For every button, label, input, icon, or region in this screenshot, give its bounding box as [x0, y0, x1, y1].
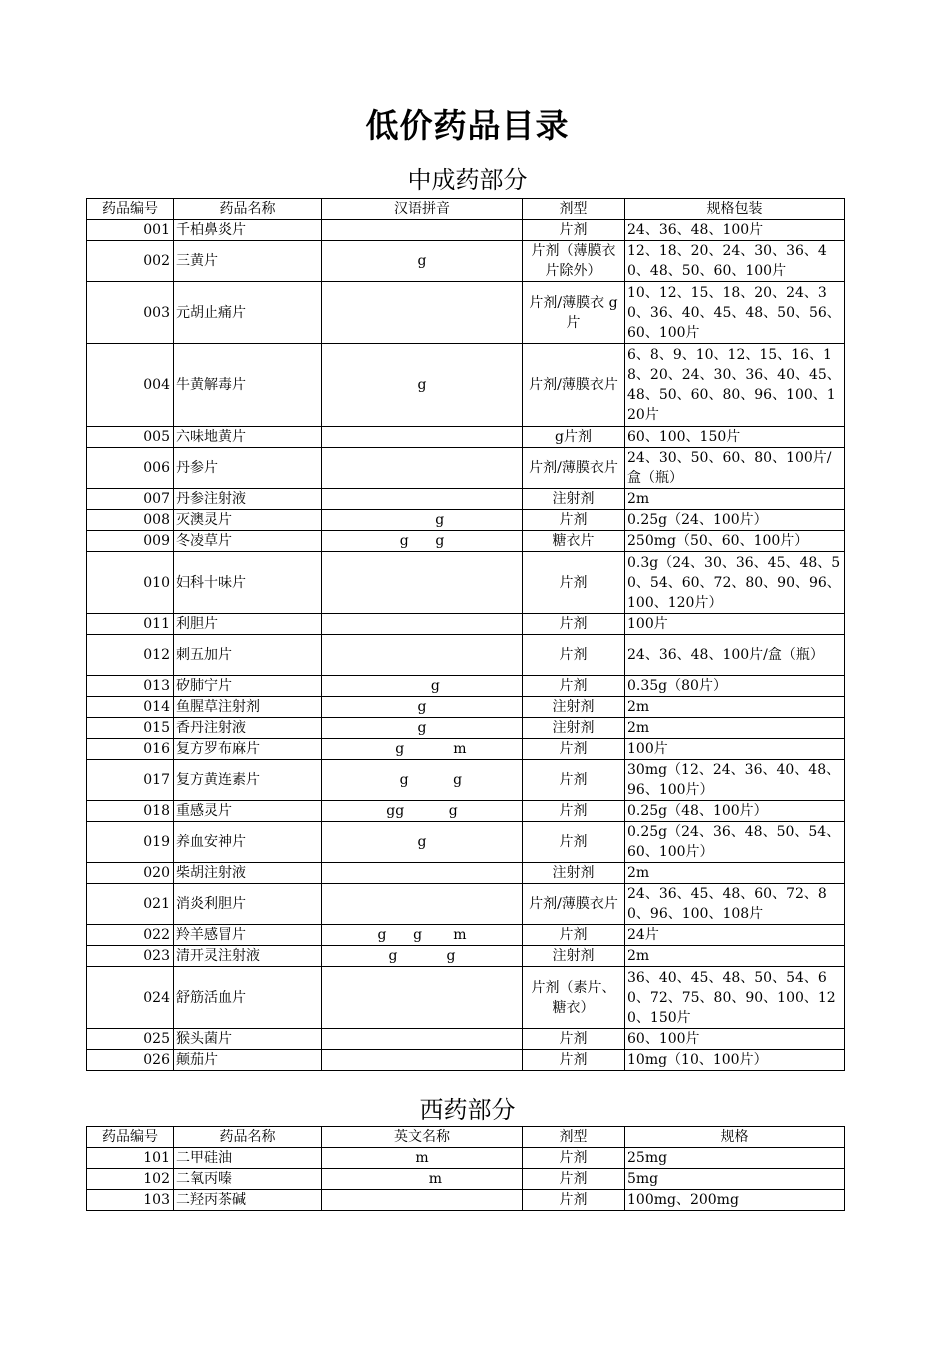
- drug-name-cell: 利胆片: [174, 614, 322, 635]
- drug-name-cell: 清开灵注射液: [174, 946, 322, 967]
- pinyin-cell: g g m: [322, 925, 523, 946]
- drug-id-cell: 017: [87, 760, 174, 801]
- drug-id-cell: 015: [87, 718, 174, 739]
- pinyin-cell: [322, 1190, 523, 1211]
- dosage-form-cell: 片剂（薄膜衣片除外）: [523, 241, 625, 282]
- drug-id-cell: 018: [87, 801, 174, 822]
- specification-cell: 24、36、48、100片: [625, 220, 845, 241]
- pinyin-cell: g: [322, 344, 523, 427]
- dosage-form-cell: 片剂/薄膜衣片: [523, 448, 625, 489]
- drug-id-cell: 002: [87, 241, 174, 282]
- pinyin-cell: g m: [322, 739, 523, 760]
- header-english-name: 英文名称: [322, 1127, 523, 1148]
- table-row: [87, 1169, 845, 1190]
- drug-name-cell: 冬凌草片: [174, 531, 322, 552]
- dosage-form-cell: 注射剂: [523, 718, 625, 739]
- dosage-form-cell: 注射剂: [523, 489, 625, 510]
- pinyin-cell: g: [322, 510, 523, 531]
- specification-cell: 100mg、200mg: [625, 1190, 845, 1211]
- pinyin-cell: g g: [322, 760, 523, 801]
- specification-cell: 24、36、45、48、60、72、80、96、100、108片: [625, 884, 845, 925]
- drug-name-cell: 二甲硅油: [174, 1148, 322, 1169]
- dosage-form-cell: 片剂（素片、糖衣）: [523, 967, 625, 1029]
- specification-cell: 60、100、150片: [625, 427, 845, 448]
- specification-cell: 36、40、45、48、50、54、60、72、75、80、90、100、120、150片: [625, 967, 845, 1029]
- dosage-form-cell: 片剂: [523, 822, 625, 863]
- drug-name-cell: 重感灵片: [174, 801, 322, 822]
- table-row: [87, 801, 845, 822]
- specification-cell: 25mg: [625, 1148, 845, 1169]
- drug-id-cell: 001: [87, 220, 174, 241]
- header-pinyin: 汉语拼音: [322, 199, 523, 220]
- drug-name-cell: 丹参注射液: [174, 489, 322, 510]
- header-specification: 规格: [625, 1127, 845, 1148]
- table-row: [87, 884, 845, 925]
- specification-cell: 100片: [625, 739, 845, 760]
- drug-id-cell: 019: [87, 822, 174, 863]
- table-row: [87, 427, 845, 448]
- drug-name-cell: 舒筋活血片: [174, 967, 322, 1029]
- table-row: [87, 967, 845, 1029]
- drug-id-cell: 026: [87, 1050, 174, 1071]
- dosage-form-cell: 注射剂: [523, 946, 625, 967]
- table-row: [87, 1050, 845, 1071]
- specification-cell: 30mg（12、24、36、40、48、96、100片）: [625, 760, 845, 801]
- pinyin-cell: [322, 967, 523, 1029]
- drug-id-cell: 013: [87, 676, 174, 697]
- table-row: [87, 697, 845, 718]
- table-row: [87, 344, 845, 427]
- specification-cell: 10mg（10、100片）: [625, 1050, 845, 1071]
- dosage-form-cell: 片剂: [523, 510, 625, 531]
- drug-name-cell: 矽肺宁片: [174, 676, 322, 697]
- specification-cell: 2m: [625, 946, 845, 967]
- page-title: 低价药品目录: [365, 106, 570, 145]
- table-row: [87, 822, 845, 863]
- specification-cell: 2m: [625, 718, 845, 739]
- dosage-form-cell: 片剂: [523, 220, 625, 241]
- header-drug-id: 药品编号: [87, 1127, 174, 1148]
- dosage-form-cell: 注射剂: [523, 863, 625, 884]
- dosage-form-cell: 片剂: [523, 1050, 625, 1071]
- western-section-heading: 西药部分: [419, 1096, 516, 1124]
- drug-id-cell: 021: [87, 884, 174, 925]
- drug-id-cell: 016: [87, 739, 174, 760]
- specification-cell: 6、8、9、10、12、15、16、18、20、24、30、36、40、45、48、50、60、80、96、100、120片: [625, 344, 845, 427]
- drug-id-cell: 020: [87, 863, 174, 884]
- table-row: [87, 1190, 845, 1211]
- drug-id-cell: 011: [87, 614, 174, 635]
- pinyin-cell: [322, 448, 523, 489]
- drug-id-cell: 012: [87, 635, 174, 676]
- specification-cell: 60、100片: [625, 1029, 845, 1050]
- table-row: [87, 489, 845, 510]
- dosage-form-cell: 片剂: [523, 1029, 625, 1050]
- specification-cell: 24、36、48、100片/盒（瓶）: [625, 635, 845, 676]
- dosage-form-cell: 注射剂: [523, 697, 625, 718]
- table-row: [87, 510, 845, 531]
- pinyin-cell: [322, 220, 523, 241]
- table-row: [87, 635, 845, 676]
- pinyin-cell: g: [322, 697, 523, 718]
- pinyin-cell: [322, 282, 523, 344]
- table-header-row: [87, 1127, 845, 1148]
- drug-id-cell: 024: [87, 967, 174, 1029]
- dosage-form-cell: 片剂: [523, 1190, 625, 1211]
- table-row: [87, 718, 845, 739]
- pinyin-cell: g g: [322, 946, 523, 967]
- drug-name-cell: 妇科十味片: [174, 552, 322, 614]
- dosage-form-cell: 片剂/薄膜衣片: [523, 344, 625, 427]
- drug-name-cell: 三黄片: [174, 241, 322, 282]
- specification-cell: 0.35g（80片）: [625, 676, 845, 697]
- pinyin-cell: [322, 863, 523, 884]
- drug-name-cell: 六味地黄片: [174, 427, 322, 448]
- drug-name-cell: 羚羊感冒片: [174, 925, 322, 946]
- drug-name-cell: 灭澳灵片: [174, 510, 322, 531]
- pinyin-cell: [322, 635, 523, 676]
- dosage-form-cell: 片剂/薄膜衣 g 片: [523, 282, 625, 344]
- dosage-form-cell: 片剂: [523, 1169, 625, 1190]
- specification-cell: 0.3g（24、30、36、45、48、50、54、60、72、80、90、96、100、120片）: [625, 552, 845, 614]
- drug-name-cell: 千柏鼻炎片: [174, 220, 322, 241]
- drug-name-cell: 鱼腥草注射剂: [174, 697, 322, 718]
- table-row: [87, 241, 845, 282]
- pinyin-cell: [322, 1029, 523, 1050]
- pinyin-cell: g: [322, 241, 523, 282]
- header-drug-name: 药品名称: [174, 1127, 322, 1148]
- tcm-drug-table: [86, 198, 845, 1071]
- table-row: [87, 760, 845, 801]
- dosage-form-cell: 片剂: [523, 801, 625, 822]
- table-row: [87, 552, 845, 614]
- drug-name-cell: 元胡止痛片: [174, 282, 322, 344]
- drug-id-cell: 103: [87, 1190, 174, 1211]
- drug-id-cell: 102: [87, 1169, 174, 1190]
- specification-cell: 0.25g（24、36、48、50、54、60、100片）: [625, 822, 845, 863]
- table-row: [87, 220, 845, 241]
- drug-id-cell: 025: [87, 1029, 174, 1050]
- pinyin-cell: [322, 489, 523, 510]
- drug-name-cell: 猴头菌片: [174, 1029, 322, 1050]
- drug-id-cell: 003: [87, 282, 174, 344]
- pinyin-cell: g: [322, 676, 523, 697]
- dosage-form-cell: 片剂: [523, 552, 625, 614]
- drug-name-cell: 牛黄解毒片: [174, 344, 322, 427]
- western-drug-table: [86, 1126, 845, 1211]
- table-row: [87, 925, 845, 946]
- dosage-form-cell: 片剂: [523, 739, 625, 760]
- tcm-section-heading: 中成药部分: [407, 166, 528, 194]
- pinyin-cell: [322, 614, 523, 635]
- drug-id-cell: 009: [87, 531, 174, 552]
- dosage-form-cell: 糖衣片: [523, 531, 625, 552]
- drug-name-cell: 香丹注射液: [174, 718, 322, 739]
- drug-name-cell: 刺五加片: [174, 635, 322, 676]
- specification-cell: 2m: [625, 489, 845, 510]
- dosage-form-cell: 片剂: [523, 760, 625, 801]
- drug-name-cell: 复方黄连素片: [174, 760, 322, 801]
- drug-name-cell: 二氧丙嗪: [174, 1169, 322, 1190]
- drug-id-cell: 007: [87, 489, 174, 510]
- pinyin-cell: [322, 552, 523, 614]
- table-row: [87, 863, 845, 884]
- specification-cell: 2m: [625, 697, 845, 718]
- table-row: [87, 1148, 845, 1169]
- drug-id-cell: 022: [87, 925, 174, 946]
- table-row: [87, 614, 845, 635]
- drug-name-cell: 丹参片: [174, 448, 322, 489]
- pinyin-cell: gg g: [322, 801, 523, 822]
- pinyin-cell: [322, 884, 523, 925]
- drug-name-cell: 复方罗布麻片: [174, 739, 322, 760]
- table-row: [87, 946, 845, 967]
- header-drug-name: 药品名称: [174, 199, 322, 220]
- table-header-row: [87, 199, 845, 220]
- pinyin-cell: g: [322, 822, 523, 863]
- pinyin-cell: m: [322, 1169, 523, 1190]
- pinyin-cell: [322, 1050, 523, 1071]
- drug-name-cell: 柴胡注射液: [174, 863, 322, 884]
- table-row: [87, 448, 845, 489]
- specification-cell: 10、12、15、18、20、24、30、36、40、45、48、50、56、60、100片: [625, 282, 845, 344]
- specification-cell: 100片: [625, 614, 845, 635]
- drug-id-cell: 023: [87, 946, 174, 967]
- pinyin-cell: g g: [322, 531, 523, 552]
- table-row: [87, 1029, 845, 1050]
- header-dosage-form: 剂型: [523, 1127, 625, 1148]
- header-drug-id: 药品编号: [87, 199, 174, 220]
- specification-cell: 250mg（50、60、100片）: [625, 531, 845, 552]
- specification-cell: 0.25g（24、100片）: [625, 510, 845, 531]
- drug-name-cell: 消炎利胆片: [174, 884, 322, 925]
- header-specification: 规格包装: [625, 199, 845, 220]
- drug-id-cell: 004: [87, 344, 174, 427]
- drug-id-cell: 005: [87, 427, 174, 448]
- pinyin-cell: m: [322, 1148, 523, 1169]
- drug-id-cell: 008: [87, 510, 174, 531]
- dosage-form-cell: 片剂: [523, 925, 625, 946]
- dosage-form-cell: 片剂: [523, 635, 625, 676]
- drug-name-cell: 养血安神片: [174, 822, 322, 863]
- drug-id-cell: 010: [87, 552, 174, 614]
- table-row: [87, 676, 845, 697]
- drug-id-cell: 014: [87, 697, 174, 718]
- specification-cell: 24、30、50、60、80、100片/盒（瓶）: [625, 448, 845, 489]
- drug-id-cell: 006: [87, 448, 174, 489]
- drug-id-cell: 101: [87, 1148, 174, 1169]
- table-row: [87, 739, 845, 760]
- dosage-form-cell: g片剂: [523, 427, 625, 448]
- dosage-form-cell: 片剂/薄膜衣片: [523, 884, 625, 925]
- dosage-form-cell: 片剂: [523, 676, 625, 697]
- drug-name-cell: 颠茄片: [174, 1050, 322, 1071]
- specification-cell: 5mg: [625, 1169, 845, 1190]
- drug-name-cell: 二羟丙茶碱: [174, 1190, 322, 1211]
- header-dosage-form: 剂型: [523, 199, 625, 220]
- specification-cell: 12、18、20、24、30、36、40、48、50、60、100片: [625, 241, 845, 282]
- table-row: [87, 282, 845, 344]
- dosage-form-cell: 片剂: [523, 614, 625, 635]
- specification-cell: 0.25g（48、100片）: [625, 801, 845, 822]
- specification-cell: 24片: [625, 925, 845, 946]
- dosage-form-cell: 片剂: [523, 1148, 625, 1169]
- table-row: [87, 531, 845, 552]
- pinyin-cell: [322, 427, 523, 448]
- specification-cell: 2m: [625, 863, 845, 884]
- pinyin-cell: g: [322, 718, 523, 739]
